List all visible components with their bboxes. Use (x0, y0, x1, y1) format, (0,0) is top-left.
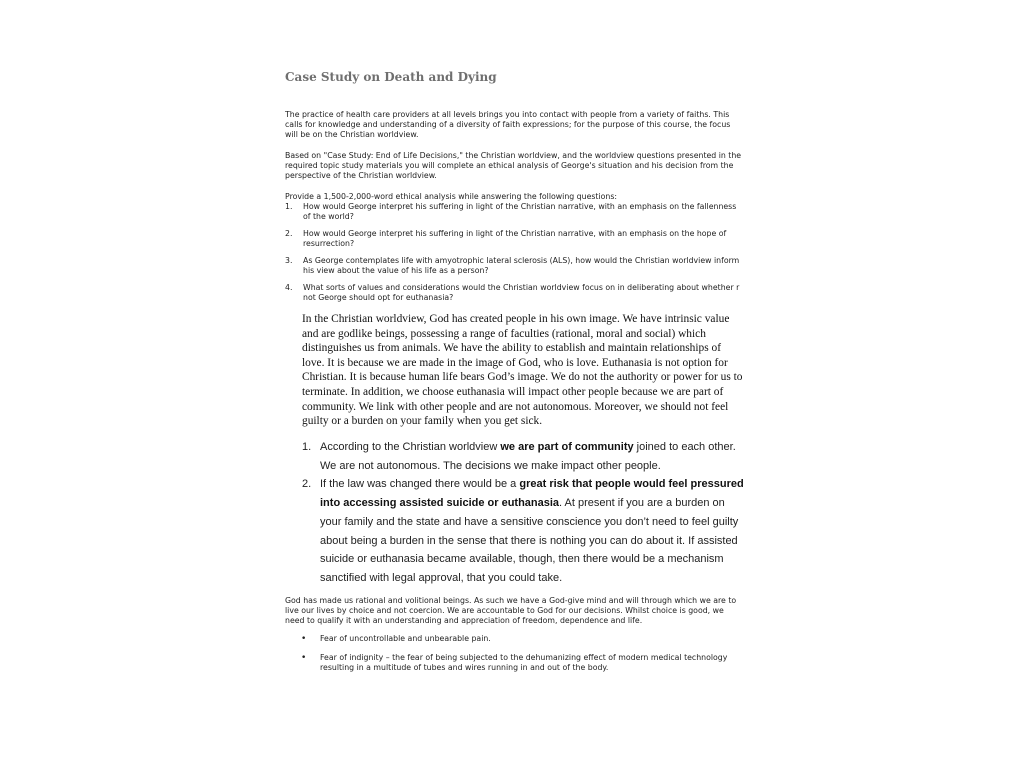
question-number: 4. (285, 283, 293, 292)
intro-paragraph-2: Based on "Case Study: End of Life Decisions," the Christian worldview, and the worldview questions presented in the required topic study materials you will complete an ethical analysis of George's situation and his decision from the perspective of the Christian worldview. (285, 151, 742, 180)
fears-list (300, 634, 740, 682)
question-number: 2. (285, 229, 293, 238)
question-text: What sorts of values and considerations would the Christian worldview focus on in deliberating about whether r not George should opt for euthanasia? (303, 283, 740, 302)
point-number: 2. (302, 478, 312, 491)
question-item (285, 256, 745, 276)
question-item (285, 202, 745, 222)
bullet-glyph: • (301, 634, 307, 644)
point-text-pre: According to the Christian worldview (320, 441, 501, 453)
closing-paragraph: God has made us rational and volitional beings. As such we have a God-give mind and will through which we are to live our lives by choice and not coercion. We are accountable to God for our decisions. Whilst choice is good, we need to qualify it with an understanding and appreciation of freedom, dependence and life. (285, 596, 737, 625)
point-item (302, 438, 747, 475)
intro-paragraph-3: Provide a 1,500-2,000-word ethical analysis while answering the following questions: (285, 192, 618, 201)
question-number: 3. (285, 256, 293, 265)
point-item (302, 475, 747, 587)
question-text: As George contemplates life with amyotrophic lateral sclerosis (ALS), how would the Christian worldview inform his view about the value of his life as a person? (303, 256, 740, 275)
bullet-text: Fear of uncontrollable and unbearable pain. (320, 634, 491, 643)
point-text-bold: we are part of community (500, 441, 634, 453)
point-text-pre: If the law was changed there would be a (320, 478, 520, 491)
bullet-glyph: • (301, 653, 307, 663)
intro-paragraph-1: The practice of health care providers at all levels brings you into contact with people from a variety of faiths. This calls for knowledge and understanding of a diversity of faith expressions; for the purpose of this course, the focus will be on the Christian worldview. (285, 110, 731, 139)
point-number: 1. (302, 441, 312, 453)
questions-list (285, 202, 745, 310)
bullet-text: Fear of indignity – the fear of being subjected to the dehumanizing effect of modern medical technology resulting in a multitude of tubes and wires running in and out of the body. (320, 653, 728, 672)
question-item (285, 283, 745, 303)
document-title: Case Study on Death and Dying (285, 70, 497, 84)
answer-paragraph: In the Christian worldview, God has created people in his own image. We have intrinsic value and are godlike beings, possessing a range of faculties (rational, moral and social) which distinguishes us from animals. We have the ability to establish and maintain relationships of love. It is because we are made in the image of God, who is love. Euthanasia is not option for Christian. It is because human life bears God’s image. We do not the authority or power for us to terminate. In addition, we choose euthanasia will impact other people because we are part of community. We link with other people and are not autonomous. Moreover, we should not feel guilty or a burden on your family when you get sick. (302, 313, 743, 428)
point-text-post: joined to each other. We are not autonomous. The decisions we make impact other people. (320, 441, 736, 472)
point-text-bold: great risk that people would feel pressured into accessing assisted suicide or euthanasia (320, 478, 744, 510)
question-item (285, 229, 745, 249)
points-list (302, 438, 747, 588)
question-number: 1. (285, 202, 293, 211)
question-text: How would George interpret his suffering in light of the Christian narrative, with an emphasis on the fallenness of the world? (303, 202, 737, 221)
bullet-item (300, 653, 740, 673)
question-text: How would George interpret his suffering in light of the Christian narrative, with an emphasis on the hope of resurrection? (303, 229, 727, 248)
point-text-post: . At present if you are a burden on your family and the state and have a sensitive conscience you don’t need to feel guilty about being a burden in the sense that there is nothing you can do about it. If assisted suicide or euthanasia became available, though, then there would be a mechanism sanctified with legal approval, that you could take. (320, 497, 739, 584)
bullet-item (300, 634, 740, 644)
